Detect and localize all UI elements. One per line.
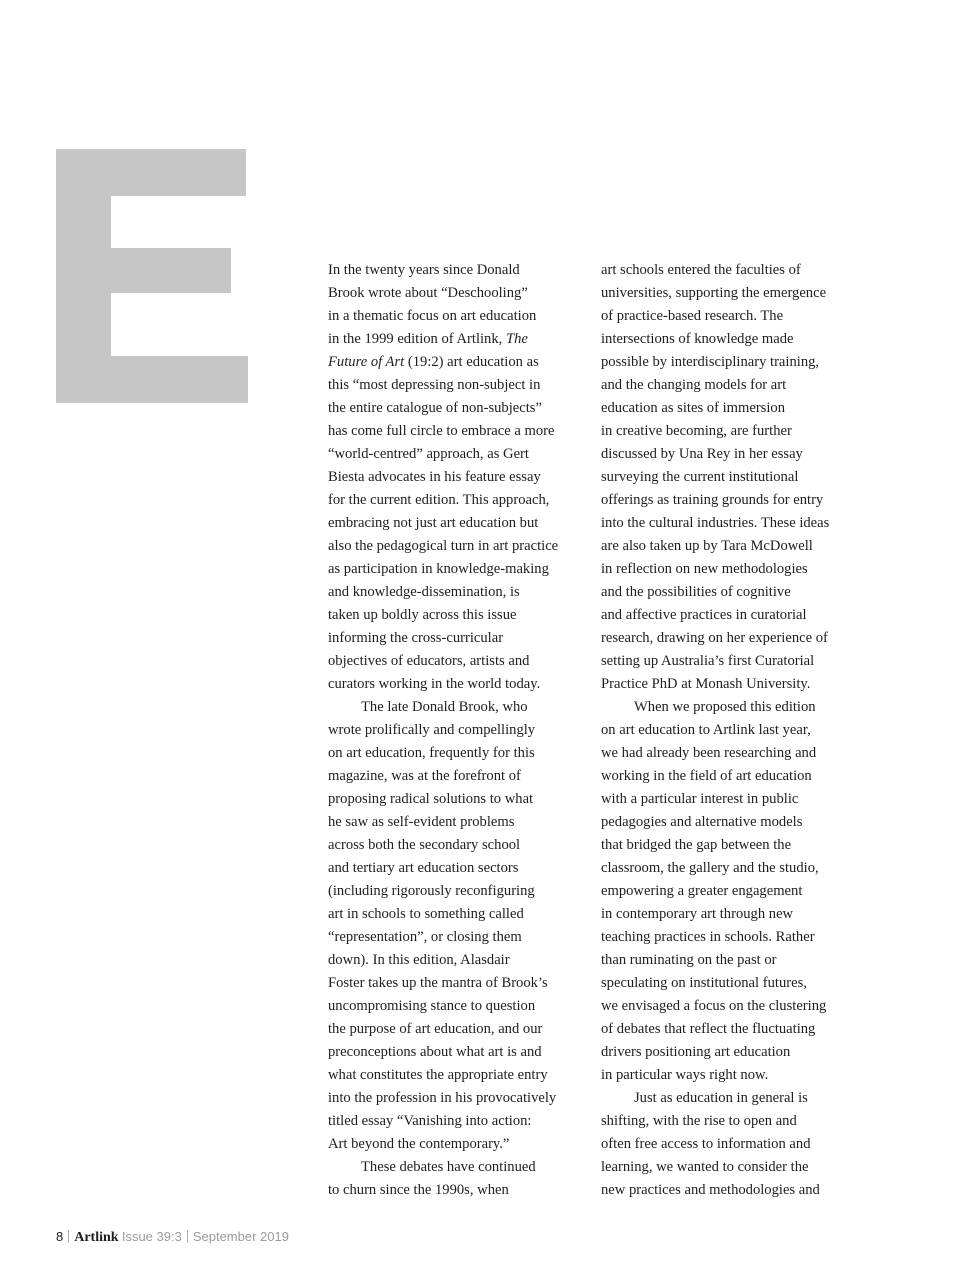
text-line: Biesta advocates in his feature essay [328,469,541,485]
text-line: proposing radical solutions to what [328,791,534,807]
text-line: new practices and methodologies and [601,1182,820,1198]
text-line: also the pedagogical turn in art practice [328,538,559,554]
text-line: “representation”, or closing them [328,929,522,945]
text-line: preconceptions about what art is and [328,1044,542,1060]
text-line: intersections of knowledge made [601,331,794,347]
text-line: to churn since the 1990s, when [328,1182,509,1198]
magazine-name: Artlink [74,1230,119,1245]
text-line: Just as education in general is [634,1090,808,1106]
text-line: for the current edition. This approach, [328,492,550,508]
article-column-right [601,259,863,1202]
text-line: of practice-based research. The [601,308,784,324]
text-line: art schools entered the faculties of [601,262,801,278]
text-line: speculating on institutional futures, [601,975,807,991]
text-line: across both the secondary school [328,837,521,853]
text-line: uncompromising stance to question [328,998,536,1014]
text-line: art in schools to something called [328,906,524,922]
text-line: embracing not just art education but [328,515,539,531]
text-line: he saw as self-evident problems [328,814,515,830]
text-line: Brook wrote about “Deschooling” [328,285,528,301]
text-line: empowering a greater engagement [601,883,803,899]
text-line: taken up boldly across this issue [328,607,517,623]
text-line: with a particular interest in public [601,791,799,807]
text-line: in reflection on new methodologies [601,561,808,577]
text-line: Future of Art (19:2) art education as [328,354,539,370]
text-line: we had already been researching and [601,745,817,761]
text-line: education as sites of immersion [601,400,786,416]
text-line: drivers positioning art education [601,1044,791,1060]
text-line: setting up Australia’s first Curatorial [601,653,815,669]
text-line: are also taken up by Tara McDowell [601,538,813,554]
text-line: has come full circle to embrace a more [328,423,555,439]
text-line: than ruminating on the past or [601,952,777,968]
footer-divider [68,1230,69,1243]
text-line: and the possibilities of cognitive [601,584,791,600]
text-line: Foster takes up the mantra of Brook’s [328,975,548,991]
text-line: and affective practices in curatorial [601,607,807,623]
text-line: titled essay “Vanishing into action: [328,1113,532,1129]
text-line: on art education to Artlink last year, [601,722,811,738]
footer-divider [187,1230,188,1243]
text-line: down). In this edition, Alasdair [328,952,510,968]
text-line: of debates that reflect the fluctuating [601,1021,816,1037]
text-line: shifting, with the rise to open and [601,1113,797,1129]
text-line: In the twenty years since Donald [328,262,520,278]
text-line: as participation in knowledge-making [328,561,549,577]
text-line: working in the field of art education [601,768,812,784]
text-line: we envisaged a focus on the clustering [601,998,827,1014]
text-line: objectives of educators, artists and [328,653,530,669]
text-line: on art education, frequently for this [328,745,535,761]
page-number: 8 [56,1229,64,1244]
text-line: that bridged the gap between the [601,837,792,853]
text-line: the purpose of art education, and our [328,1021,543,1037]
text-line: the entire catalogue of non-subjects” [328,400,542,416]
text-line: this “most depressing non-subject in [328,377,541,393]
text-line: teaching practices in schools. Rather [601,929,815,945]
text-line: possible by interdisciplinary training, [601,354,820,370]
text-line: classroom, the gallery and the studio, [601,860,819,876]
text-line: curators working in the world today. [328,676,541,692]
text-line: research, drawing on her experience of [601,630,828,646]
text-line: Practice PhD at Monash University. [601,676,811,692]
article-column-left [328,259,590,1202]
text-line: The late Donald Brook, who [361,699,528,715]
drop-cap-letter-e [56,149,248,403]
text-line: learning, we wanted to consider the [601,1159,809,1175]
text-line: offerings as training grounds for entry [601,492,824,508]
publication-title: Future of Art [328,354,405,370]
text-line: and knowledge-dissemination, is [328,584,520,600]
publication-title: The [505,331,528,347]
text-line: in contemporary art through new [601,906,794,922]
text-line: surveying the current institutional [601,469,799,485]
text-line: wrote prolifically and compellingly [328,722,536,738]
text-line: Art beyond the contemporary.” [328,1136,510,1152]
text-line: in a thematic focus on art education [328,308,537,324]
text-line: in creative becoming, are further [601,423,792,439]
text-line: often free access to information and [601,1136,811,1152]
text-line: discussed by Una Rey in her essay [601,446,803,462]
text-line: and tertiary art education sectors [328,860,519,876]
text-line: When we proposed this edition [634,699,816,715]
text-line: These debates have continued [361,1159,536,1175]
text-line: informing the cross-curricular [328,630,504,646]
text-line: (including rigorously reconfiguring [328,883,535,899]
text-line: magazine, was at the forefront of [328,768,521,784]
text-line: universities, supporting the emergence [601,285,827,301]
text-line: into the profession in his provocatively [328,1090,557,1106]
text-line: “world-centred” approach, as Gert [328,446,529,462]
text-line: and the changing models for art [601,377,787,393]
issue-number: Issue 39:3 [121,1229,182,1244]
text-line: in particular ways right now. [601,1067,769,1083]
text-line: in the 1999 edition of Artlink, The [328,331,528,347]
text-line: what constitutes the appropriate entry [328,1067,548,1083]
text-line: into the cultural industries. These ideas [601,515,830,531]
page-footer [56,1227,289,1247]
text-line: pedagogies and alternative models [601,814,803,830]
issue-date: September 2019 [192,1229,289,1244]
